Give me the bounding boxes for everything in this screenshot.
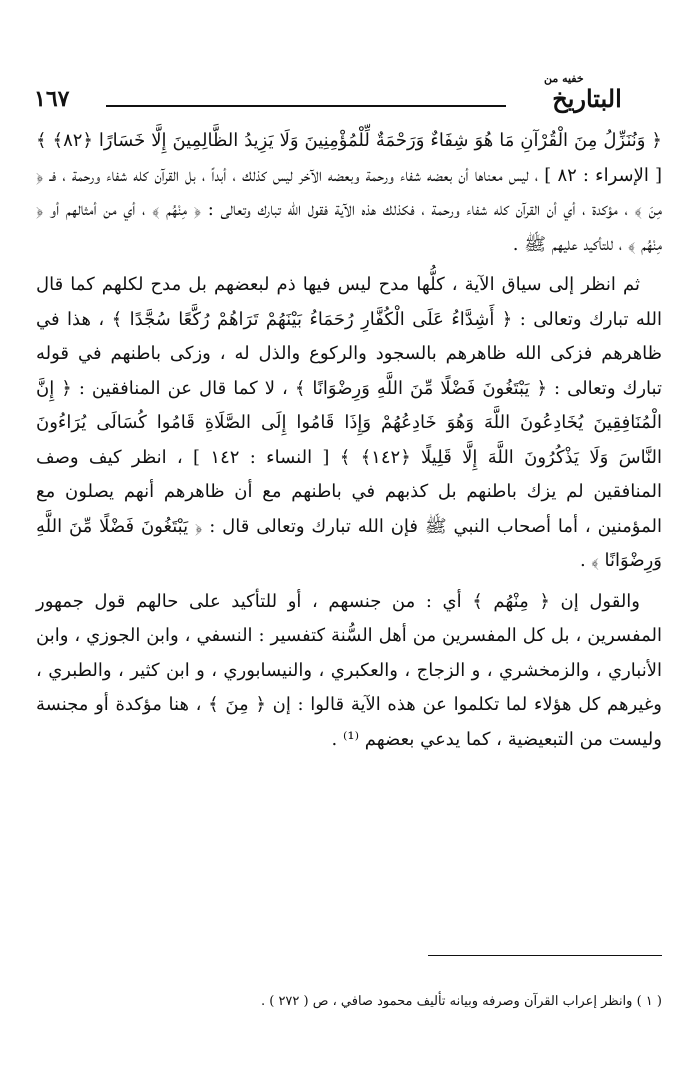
paragraph-1: ﴿ وَنُنَزِّلُ مِنَ الْقُرْآنِ مَا هُوَ شِفَاءٌ وَرَحْمَةٌ لِّلْمُؤْمِنِينَ وَلَا يَزِيدُ الظَّالِمِينَ إِلَّا خَسَارًا ﴿٨٢﴾ ﴾ [ الإسراء : ٨٢ ] ، ليس معناها أن بعضه شفاء ورحمة وبعضه الآخر ليس كذلك ، أبداً ، بل القرآن كله شفاء ورحمة ، فـ ﴿ مِنَ ﴾ ، مؤكدة ، أي أن القرآن كله شفاء ورحمة ، فكذلك هذه الآية فقول الله تبارك وتعالى : ﴿ مِنْهُم ﴾ ، أي من أمثالهم أو ﴿ مِنْهُم ﴾ ، للتأكيد عليهم ﷺ .	[36, 130, 662, 255]
paragraph-3: والقول إن ﴿ مِنْهُم ﴾ أي : من جنسهم ، أو للتأكيد على حالهم قول جمهور المفسرين ، بل كل المفسرين من أهل السُّنة كتفسير : النسفي ، وابن الجوزي ، وابن الأنباري ، والزمخشري ، و الزجاج ، والعكبري ، والنيسابوري ، و ابن كثير ، والطبري ، وغيرهم كل هؤلاء لما تكلموا عن هذه الآية قالوا : إن ﴿ مِنَ ﴾ ، هنا مؤكدة أو مجنسة وليست من التبعيضية ، كما يدعي بعضهم ⁽¹⁾ .	[36, 590, 662, 750]
page-body	[36, 124, 662, 757]
header-rule	[106, 105, 506, 107]
footnote-1: ( ١ ) وانظر إعراب القرآن وصرفه وبيانه تأليف محمود صافي ، ص ( ٢٧٢ ) .	[260, 994, 662, 1009]
page-number: ١٦٧	[34, 86, 70, 112]
footnote-rule	[428, 955, 662, 956]
paragraph-2: ثم انظر إلى سياق الآية ، كلُّها مدح ليس فيها ذم لبعضهم بل مدح لكلهم كما قال الله تبارك وتعالى : ﴿ أَشِدَّاءُ عَلَى الْكُفَّارِ رُحَمَاءُ بَيْنَهُمْ تَرَاهُمْ رُكَّعًا سُجَّدًا ﴾ ، هذا في ظاهرهم فزكى الله ظاهرهم بالسجود والركوع والذل له ، وزكى باطنهم في قوله تبارك وتعالى : ﴿ يَبْتَغُونَ فَضْلًا مِّنَ اللَّهِ وَرِضْوَانًا ﴾ ، لا كما قال عن المنافقين : ﴿ إِنَّ الْمُنَافِقِينَ يُخَادِعُونَ اللَّهَ وَهُوَ خَادِعُهُمْ وَإِذَا قَامُوا إِلَى الصَّلَاةِ قَامُوا كُسَالَى يُرَاءُونَ النَّاسَ وَلَا يَذْكُرُونَ اللَّهَ إِلَّا قَلِيلًا ﴿١٤٢﴾ ﴾ [ النساء : ١٤٢ ] ، انظر كيف وصف المنافقين لم يزك باطنهم بل كذبهم في باطنهم مع أن ظاهرهم أنهم يصلون مع المؤمنين ، أما أصحاب النبي ﷺ فإن الله تبارك وتعالى قال : ﴿ يَبْتَغُونَ فَضْلًا مِّنَ اللَّهِ وَرِضْوَانًا ﴾ .	[36, 274, 662, 571]
page-header	[34, 72, 660, 122]
header-logo-subtitle: خفيه من	[544, 72, 584, 85]
header-logo: البتاريخ	[552, 84, 622, 113]
